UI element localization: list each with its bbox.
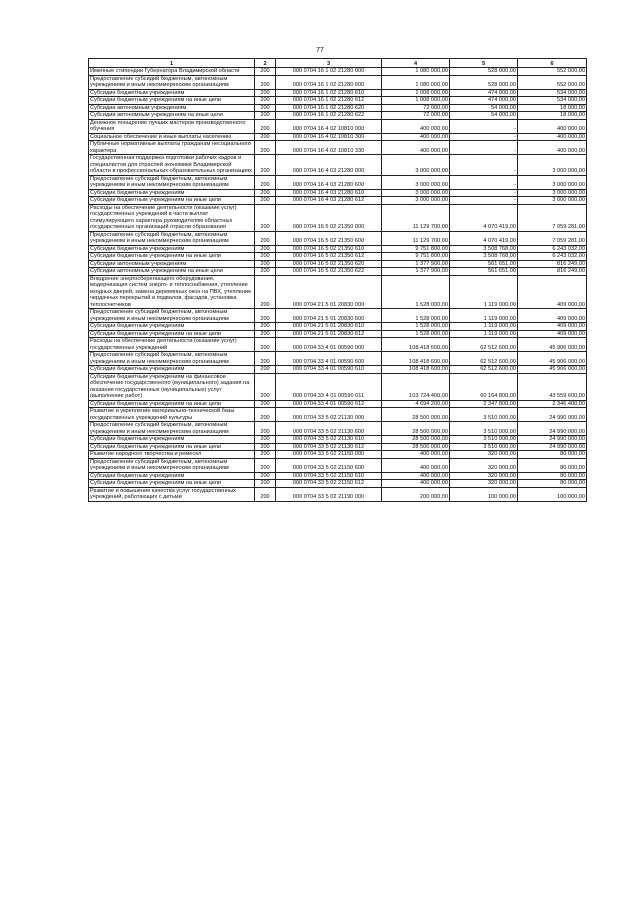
row-approved-amount: 400 000,00 <box>382 472 450 480</box>
row-approved-amount: 108 418 600,00 <box>382 366 450 374</box>
row-approved-amount: 1 528 000,00 <box>382 330 450 338</box>
row-admin-code: 200 <box>255 260 276 268</box>
row-executed-amount: 62 512 600,00 <box>450 352 518 366</box>
table-row <box>89 68 587 76</box>
row-executed-amount: 62 512 600,00 <box>450 338 518 352</box>
table-row <box>89 458 587 472</box>
row-admin-code: 200 <box>255 104 276 112</box>
row-unexecuted-amount: 7 059 281,00 <box>518 204 587 231</box>
row-approved-amount: 1 080 000,00 <box>382 75 450 89</box>
table-row <box>89 112 587 120</box>
row-classification-code: 000 0704 16 5 02 21350 622 <box>276 268 382 276</box>
row-admin-code: 200 <box>255 189 276 197</box>
row-unexecuted-amount: 24 990 000,00 <box>518 436 587 444</box>
row-unexecuted-amount: 816 249,00 <box>518 268 587 276</box>
row-admin-code: 200 <box>255 231 276 245</box>
row-unexecuted-amount: 409 000,00 <box>518 309 587 323</box>
row-description: Государственная поддержка подготовки рабочих кадров и специалистов для отраслей экономики Владимирской области в профессиональных образовательных организациях <box>89 155 255 176</box>
table-row <box>89 373 587 400</box>
column-header-6: 6 <box>518 59 587 68</box>
row-admin-code: 200 <box>255 330 276 338</box>
row-admin-code: 200 <box>255 268 276 276</box>
row-classification-code: 000 0704 21 5 01 20830 000 <box>276 275 382 309</box>
row-executed-amount: 320 000,00 <box>450 472 518 480</box>
row-executed-amount: - <box>450 141 518 155</box>
row-admin-code: 200 <box>255 253 276 261</box>
row-admin-code: 200 <box>255 112 276 120</box>
row-executed-amount: 3 508 768,00 <box>450 245 518 253</box>
row-unexecuted-amount: 43 559 600,00 <box>518 373 587 400</box>
row-classification-code: 000 0704 21 5 01 20830 600 <box>276 309 382 323</box>
row-approved-amount: 4 694 200,00 <box>382 400 450 408</box>
row-approved-amount: 103 724 400,00 <box>382 373 450 400</box>
row-admin-code: 200 <box>255 408 276 422</box>
row-admin-code: 200 <box>255 366 276 374</box>
row-approved-amount: 9 751 800,00 <box>382 253 450 261</box>
row-admin-code: 200 <box>255 422 276 436</box>
table-row <box>89 231 587 245</box>
row-classification-code: 000 0704 33 5 02 21150 600 <box>276 458 382 472</box>
row-approved-amount: 3 000 000,00 <box>382 189 450 197</box>
row-description: Субсидии бюджетным учреждениям на иные цели <box>89 480 255 488</box>
row-unexecuted-amount: 45 906 000,00 <box>518 338 587 352</box>
table-row <box>89 366 587 374</box>
row-unexecuted-amount: 6 243 032,00 <box>518 245 587 253</box>
row-executed-amount: - <box>450 175 518 189</box>
row-executed-amount: 474 000,00 <box>450 89 518 97</box>
row-executed-amount: - <box>450 155 518 176</box>
row-admin-code: 200 <box>255 133 276 141</box>
row-classification-code: 000 0704 33 5 02 21130 612 <box>276 443 382 451</box>
table-row <box>89 443 587 451</box>
row-unexecuted-amount: 18 000,00 <box>518 104 587 112</box>
row-approved-amount: 200 000,00 <box>382 487 450 501</box>
table-row <box>89 119 587 133</box>
row-admin-code: 200 <box>255 75 276 89</box>
table-row <box>89 89 587 97</box>
row-admin-code: 200 <box>255 89 276 97</box>
row-description: Предоставление субсидий бюджетным, автономным учреждениям и иным некоммерческим организациям <box>89 175 255 189</box>
table-row <box>89 204 587 231</box>
table-row <box>89 245 587 253</box>
table-row <box>89 400 587 408</box>
row-description: Расходы на обеспечение деятельности (оказание услуг) государственных учреждений в части выплат стимулирующего характера руководителям областных государственных организаций отрасли образования <box>89 204 255 231</box>
row-classification-code: 000 0704 16 5 02 21350 610 <box>276 245 382 253</box>
row-classification-code: 000 0704 33 4 01 00590 000 <box>276 338 382 352</box>
row-description: Публичные нормативные выплаты гражданам несоциального характера <box>89 141 255 155</box>
row-executed-amount: 320 000,00 <box>450 451 518 459</box>
row-unexecuted-amount: 409 000,00 <box>518 330 587 338</box>
row-approved-amount: 3 000 000,00 <box>382 155 450 176</box>
row-executed-amount: 54 000,00 <box>450 112 518 120</box>
row-executed-amount: 2 347 800,00 <box>450 400 518 408</box>
row-unexecuted-amount: 552 000,00 <box>518 68 587 76</box>
row-description: Субсидии автономным учреждениям <box>89 104 255 112</box>
page-number: 77 <box>316 47 324 54</box>
row-admin-code: 200 <box>255 352 276 366</box>
row-admin-code: 200 <box>255 436 276 444</box>
row-admin-code: 200 <box>255 197 276 205</box>
row-approved-amount: 1 080 000,00 <box>382 68 450 76</box>
row-approved-amount: 400 000,00 <box>382 458 450 472</box>
row-description: Социальное обеспечение и иные выплаты населению <box>89 133 255 141</box>
row-admin-code: 200 <box>255 155 276 176</box>
table-body <box>89 68 587 502</box>
row-description: Субсидии бюджетным учреждениям на финансовое обеспечение государственного (муниципального) задания на оказание государственных (муниципальных) услуг (выполнение работ) <box>89 373 255 400</box>
row-approved-amount: 400 000,00 <box>382 451 450 459</box>
row-approved-amount: 400 000,00 <box>382 119 450 133</box>
row-unexecuted-amount: 534 000,00 <box>518 97 587 105</box>
row-approved-amount: 1 528 000,00 <box>382 323 450 331</box>
row-executed-amount: 3 510 000,00 <box>450 443 518 451</box>
row-classification-code: 000 0704 16 1 02 21280 620 <box>276 104 382 112</box>
table-row <box>89 75 587 89</box>
row-admin-code: 200 <box>255 245 276 253</box>
row-classification-code: 000 0704 33 4 01 00590 610 <box>276 366 382 374</box>
row-unexecuted-amount: 24 990 000,00 <box>518 422 587 436</box>
row-description: Предоставление субсидий бюджетным, автономным учреждениям и иным некоммерческим организациям <box>89 75 255 89</box>
row-executed-amount: 3 510 000,00 <box>450 408 518 422</box>
row-executed-amount: 528 000,00 <box>450 68 518 76</box>
row-classification-code: 000 0704 16 4 02 10810 330 <box>276 141 382 155</box>
row-description: Субсидии бюджетным учреждениям на иные цели <box>89 253 255 261</box>
row-classification-code: 000 0704 33 4 01 00590 612 <box>276 400 382 408</box>
row-unexecuted-amount: 18 000,00 <box>518 112 587 120</box>
row-unexecuted-amount: 400 000,00 <box>518 133 587 141</box>
row-unexecuted-amount: 24 990 000,00 <box>518 443 587 451</box>
row-unexecuted-amount: 45 906 000,00 <box>518 366 587 374</box>
row-admin-code: 200 <box>255 141 276 155</box>
row-executed-amount: 474 000,00 <box>450 97 518 105</box>
row-unexecuted-amount: 3 000 000,00 <box>518 189 587 197</box>
row-classification-code: 000 0704 16 4 03 21280 000 <box>276 155 382 176</box>
table-row <box>89 155 587 176</box>
row-admin-code: 200 <box>255 119 276 133</box>
row-executed-amount: 3 508 768,00 <box>450 253 518 261</box>
row-classification-code: 000 0704 33 5 02 21150 000 <box>276 451 382 459</box>
row-classification-code: 000 0704 21 5 01 20830 610 <box>276 323 382 331</box>
row-unexecuted-amount: 100 000,00 <box>518 487 587 501</box>
row-classification-code: 000 0704 16 4 02 10810 000 <box>276 119 382 133</box>
row-approved-amount: 28 500 000,00 <box>382 436 450 444</box>
row-executed-amount: 1 119 000,00 <box>450 275 518 309</box>
row-unexecuted-amount: 24 990 000,00 <box>518 408 587 422</box>
column-header-5: 5 <box>450 59 518 68</box>
table-row <box>89 175 587 189</box>
row-unexecuted-amount: 3 000 000,00 <box>518 175 587 189</box>
column-header-3: 3 <box>276 59 382 68</box>
row-description: Субсидии бюджетным учреждениям <box>89 189 255 197</box>
row-approved-amount: 1 008 000,00 <box>382 97 450 105</box>
budget-table <box>88 58 587 502</box>
table-row <box>89 141 587 155</box>
row-admin-code: 200 <box>255 204 276 231</box>
row-executed-amount: 1 119 000,00 <box>450 330 518 338</box>
row-approved-amount: 11 129 700,00 <box>382 231 450 245</box>
row-approved-amount: 400 000,00 <box>382 141 450 155</box>
row-classification-code: 000 0704 16 1 02 21280 612 <box>276 97 382 105</box>
table-row <box>89 260 587 268</box>
row-description: Расходы на обеспечение деятельности (оказание услуг) государственных учреждений <box>89 338 255 352</box>
row-unexecuted-amount: 6 243 032,00 <box>518 253 587 261</box>
row-executed-amount: 320 000,00 <box>450 458 518 472</box>
row-executed-amount: 528 000,00 <box>450 75 518 89</box>
table-row <box>89 133 587 141</box>
row-approved-amount: 72 000,00 <box>382 104 450 112</box>
row-description: Субсидии бюджетным учреждениям <box>89 245 255 253</box>
row-description: Субсидии бюджетным учреждениям <box>89 436 255 444</box>
table-row <box>89 408 587 422</box>
row-admin-code: 200 <box>255 309 276 323</box>
row-unexecuted-amount: 3 000 000,00 <box>518 197 587 205</box>
row-description: Субсидии бюджетным учреждениям <box>89 472 255 480</box>
row-description: Развитие народного творчества и ремесел <box>89 451 255 459</box>
row-admin-code: 200 <box>255 400 276 408</box>
row-description: Субсидии бюджетным учреждениям на иные цели <box>89 400 255 408</box>
row-classification-code: 000 0704 16 4 03 21280 612 <box>276 197 382 205</box>
row-approved-amount: 72 000,00 <box>382 112 450 120</box>
row-description: Субсидии бюджетным учреждениям на иные цели <box>89 97 255 105</box>
row-executed-amount: 60 164 800,00 <box>450 373 518 400</box>
row-unexecuted-amount: 409 000,00 <box>518 323 587 331</box>
row-executed-amount: 561 651,00 <box>450 268 518 276</box>
row-classification-code: 000 0704 16 5 02 21350 620 <box>276 260 382 268</box>
row-executed-amount: - <box>450 133 518 141</box>
row-description: Субсидии бюджетным учреждениям <box>89 89 255 97</box>
table-row <box>89 480 587 488</box>
row-admin-code: 200 <box>255 323 276 331</box>
row-admin-code: 200 <box>255 338 276 352</box>
row-executed-amount: 100 000,00 <box>450 487 518 501</box>
row-classification-code: 000 0704 33 5 02 21190 000 <box>276 487 382 501</box>
row-executed-amount: - <box>450 197 518 205</box>
row-description: Субсидии автономным учреждениям на иные цели <box>89 268 255 276</box>
table-row <box>89 338 587 352</box>
row-description: Предоставление субсидий бюджетным, автономным учреждениям и иным некоммерческим организациям <box>89 309 255 323</box>
row-approved-amount: 108 418 600,00 <box>382 352 450 366</box>
row-executed-amount: 1 119 000,00 <box>450 323 518 331</box>
row-unexecuted-amount: 400 000,00 <box>518 119 587 133</box>
row-description: Субсидии бюджетным учреждениям <box>89 366 255 374</box>
table-row <box>89 189 587 197</box>
row-description: Предоставление субсидий бюджетным, автономным учреждениям и иным некоммерческим организациям <box>89 458 255 472</box>
row-admin-code: 200 <box>255 68 276 76</box>
row-unexecuted-amount: 816 249,00 <box>518 260 587 268</box>
row-approved-amount: 1 377 900,00 <box>382 260 450 268</box>
row-executed-amount: 3 510 000,00 <box>450 422 518 436</box>
row-unexecuted-amount: 80 000,00 <box>518 472 587 480</box>
row-unexecuted-amount: 3 000 000,00 <box>518 155 587 176</box>
table-row <box>89 330 587 338</box>
row-classification-code: 000 0704 16 1 02 21280 600 <box>276 75 382 89</box>
table-row <box>89 309 587 323</box>
row-approved-amount: 1 528 000,00 <box>382 275 450 309</box>
table-row <box>89 436 587 444</box>
row-admin-code: 200 <box>255 472 276 480</box>
row-approved-amount: 28 500 000,00 <box>382 408 450 422</box>
table-row <box>89 275 587 309</box>
row-approved-amount: 28 500 000,00 <box>382 443 450 451</box>
row-description: Внедрение энергосберегающего оборудования, модернизация систем энерго- и теплоснабжения, утепление входных дверей, замена деревянных окон на ПВХ, утепление чердачных перекрытий и подвалов, фасадов, установка теплосчетчиков <box>89 275 255 309</box>
row-classification-code: 000 0704 16 1 02 21280 000 <box>276 68 382 76</box>
row-admin-code: 200 <box>255 275 276 309</box>
row-description: Денежное поощрение лучших мастеров производственного обучения <box>89 119 255 133</box>
row-description: Предоставление субсидий бюджетным, автономным учреждениям и иным некоммерческим организациям <box>89 352 255 366</box>
row-description: Субсидии автономным учреждениям на иные цели <box>89 112 255 120</box>
row-executed-amount: 54 000,00 <box>450 104 518 112</box>
row-approved-amount: 11 129 700,00 <box>382 204 450 231</box>
row-approved-amount: 28 500 000,00 <box>382 422 450 436</box>
row-approved-amount: 3 000 000,00 <box>382 175 450 189</box>
row-unexecuted-amount: 45 906 000,00 <box>518 352 587 366</box>
row-unexecuted-amount: 2 346 400,00 <box>518 400 587 408</box>
row-approved-amount: 1 377 900,00 <box>382 268 450 276</box>
row-classification-code: 000 0704 16 4 03 21280 610 <box>276 189 382 197</box>
row-description: Субсидии бюджетным учреждениям на иные цели <box>89 197 255 205</box>
row-unexecuted-amount: 80 000,00 <box>518 480 587 488</box>
row-classification-code: 000 0704 33 4 01 00590 611 <box>276 373 382 400</box>
row-classification-code: 000 0704 16 1 02 21280 622 <box>276 112 382 120</box>
row-description: Предоставление субсидий бюджетным, автономным учреждениям и иным некоммерческим организациям <box>89 422 255 436</box>
row-classification-code: 000 0704 33 5 02 21150 610 <box>276 472 382 480</box>
row-admin-code: 200 <box>255 175 276 189</box>
row-classification-code: 000 0704 33 5 02 21130 610 <box>276 436 382 444</box>
row-classification-code: 000 0704 16 1 02 21280 610 <box>276 89 382 97</box>
row-admin-code: 200 <box>255 480 276 488</box>
row-classification-code: 000 0704 16 4 02 10810 300 <box>276 133 382 141</box>
table-row <box>89 352 587 366</box>
row-executed-amount: - <box>450 119 518 133</box>
row-unexecuted-amount: 534 000,00 <box>518 89 587 97</box>
row-admin-code: 200 <box>255 373 276 400</box>
column-header-1: 1 <box>89 59 255 68</box>
table-row <box>89 323 587 331</box>
row-approved-amount: 3 000 000,00 <box>382 197 450 205</box>
table-row <box>89 104 587 112</box>
row-classification-code: 000 0704 16 5 02 21350 612 <box>276 253 382 261</box>
row-executed-amount: 561 651,00 <box>450 260 518 268</box>
table-row <box>89 487 587 501</box>
row-executed-amount: - <box>450 189 518 197</box>
row-executed-amount: 1 119 000,00 <box>450 309 518 323</box>
table-row <box>89 268 587 276</box>
row-unexecuted-amount: 7 059 281,00 <box>518 231 587 245</box>
row-description: Именные стипендии Губернатора Владимирской области <box>89 68 255 76</box>
row-classification-code: 000 0704 16 5 02 21350 000 <box>276 204 382 231</box>
row-description: Субсидии бюджетным учреждениям <box>89 323 255 331</box>
row-approved-amount: 1 528 000,00 <box>382 309 450 323</box>
row-classification-code: 000 0704 16 5 02 21350 600 <box>276 231 382 245</box>
row-executed-amount: 4 070 419,00 <box>450 204 518 231</box>
row-description: Субсидии бюджетным учреждениям на иные цели <box>89 443 255 451</box>
table-row <box>89 197 587 205</box>
row-admin-code: 200 <box>255 97 276 105</box>
row-unexecuted-amount: 400 000,00 <box>518 141 587 155</box>
table-row <box>89 451 587 459</box>
row-approved-amount: 9 751 800,00 <box>382 245 450 253</box>
row-description: Субсидии автономным учреждениям <box>89 260 255 268</box>
row-unexecuted-amount: 409 000,00 <box>518 275 587 309</box>
row-admin-code: 200 <box>255 458 276 472</box>
row-executed-amount: 320 000,00 <box>450 480 518 488</box>
row-unexecuted-amount: 552 000,00 <box>518 75 587 89</box>
column-header-2: 2 <box>255 59 276 68</box>
row-description: Развитие и укрепление материально-технической базы государственных учреждений культуры <box>89 408 255 422</box>
row-classification-code: 000 0704 21 5 01 20830 612 <box>276 330 382 338</box>
row-approved-amount: 400 000,00 <box>382 133 450 141</box>
table-row <box>89 253 587 261</box>
row-admin-code: 200 <box>255 487 276 501</box>
row-classification-code: 000 0704 33 5 02 21150 612 <box>276 480 382 488</box>
column-header-4: 4 <box>382 59 450 68</box>
row-admin-code: 200 <box>255 443 276 451</box>
row-approved-amount: 1 008 000,00 <box>382 89 450 97</box>
row-description: Развитие и повышение качества услуг государственных учреждений, работающих с детьми <box>89 487 255 501</box>
table-row <box>89 472 587 480</box>
table-header-row <box>89 59 587 68</box>
row-approved-amount: 400 000,00 <box>382 480 450 488</box>
row-classification-code: 000 0704 33 5 02 21130 600 <box>276 422 382 436</box>
row-classification-code: 000 0704 16 4 03 21280 600 <box>276 175 382 189</box>
row-unexecuted-amount: 80 000,00 <box>518 458 587 472</box>
row-executed-amount: 4 070 419,00 <box>450 231 518 245</box>
row-executed-amount: 62 512 600,00 <box>450 366 518 374</box>
row-admin-code: 200 <box>255 451 276 459</box>
row-description: Субсидии бюджетным учреждениям на иные цели <box>89 330 255 338</box>
row-executed-amount: 3 510 000,00 <box>450 436 518 444</box>
table-row <box>89 422 587 436</box>
row-unexecuted-amount: 80 000,00 <box>518 451 587 459</box>
table-row <box>89 97 587 105</box>
row-classification-code: 000 0704 33 4 01 00590 600 <box>276 352 382 366</box>
row-approved-amount: 108 418 600,00 <box>382 338 450 352</box>
row-classification-code: 000 0704 33 5 02 21130 000 <box>276 408 382 422</box>
row-description: Предоставление субсидий бюджетным, автономным учреждениям и иным некоммерческим организациям <box>89 231 255 245</box>
